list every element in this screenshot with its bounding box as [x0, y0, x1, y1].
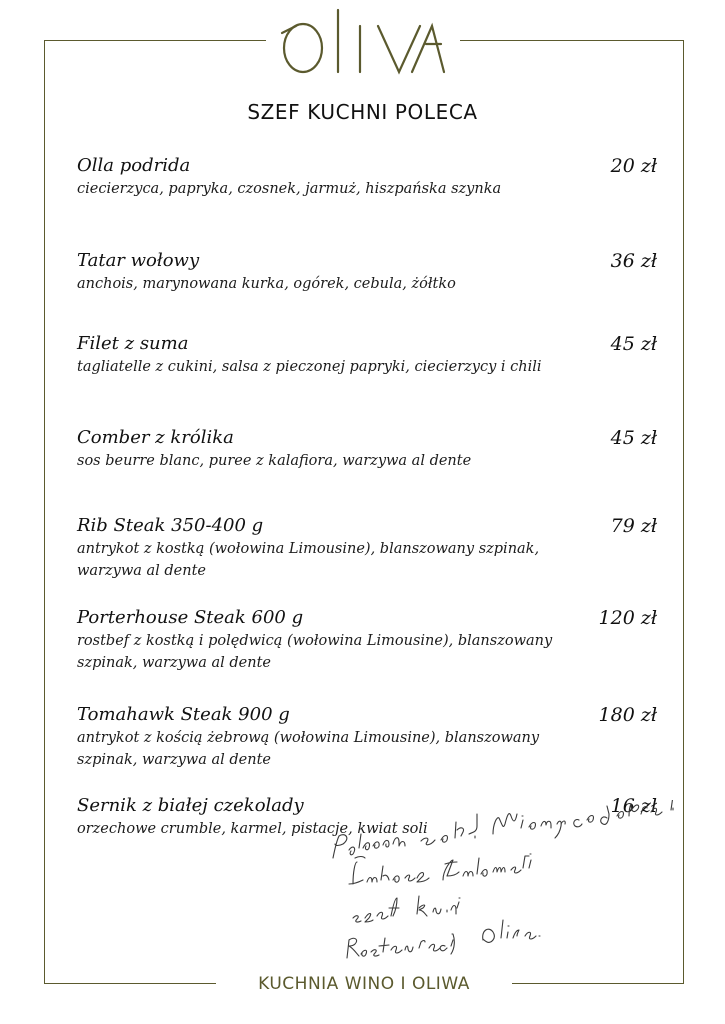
dish-price: 36 zł — [610, 250, 657, 272]
dish-description: orzechowe crumble, karmel, pistacje, kwiat soli — [77, 821, 428, 837]
menu-item — [77, 249, 667, 295]
menu-item — [77, 332, 667, 378]
oliva-logo-icon — [266, 2, 460, 80]
menu-item — [77, 514, 667, 582]
dish-name: Rib Steak 350-400 g — [77, 515, 264, 536]
footer-tagline: KUCHNIA WINO I OLIWA — [258, 974, 470, 994]
page-title: SZEF KUCHNI POLECA — [247, 100, 478, 124]
dish-name: Porterhouse Steak 600 g — [77, 607, 304, 628]
dish-description: anchois, marynowana kurka, ogórek, cebula, żółtko — [77, 276, 456, 292]
menu-item — [77, 154, 667, 200]
dish-description: antrykot z kością żebrową (wołowina Limousine), blanszowany szpinak, warzywa al dente — [77, 730, 540, 768]
dish-description: antrykot z kostką (wołowina Limousine), blanszowany szpinak, warzywa al dente — [77, 541, 540, 579]
dish-name: Comber z królika — [77, 427, 234, 448]
dish-name: Tomahawk Steak 900 g — [77, 704, 290, 725]
dish-description: sos beurre blanc, puree z kalafiora, warzywa al dente — [77, 453, 472, 469]
dish-price: 180 zł — [598, 704, 657, 726]
dish-price: 45 zł — [610, 427, 657, 449]
dish-name: Filet z suma — [77, 333, 189, 354]
menu-item — [77, 606, 667, 674]
dish-price: 120 zł — [598, 607, 657, 629]
dish-description: tagliatelle z cukini, salsa z pieczonej papryki, ciecierzycy i chili — [77, 359, 542, 375]
dish-price: 20 zł — [610, 155, 657, 177]
dish-price: 45 zł — [610, 333, 657, 355]
dish-description: rostbef z kostką i polędwicą (wołowina Limousine), blanszowany szpinak, warzywa al dente — [77, 633, 553, 671]
signature-icon — [325, 800, 715, 970]
dish-name: Tatar wołowy — [77, 250, 200, 271]
dish-name: Sernik z białej czekolady — [77, 795, 304, 816]
dish-price: 79 zł — [610, 515, 657, 537]
dish-description: ciecierzyca, papryka, czosnek, jarmuż, hiszpańska szynka — [77, 181, 502, 197]
dish-price: 16 zł — [610, 795, 657, 817]
menu-item — [77, 703, 667, 771]
footer — [216, 966, 512, 1002]
logo — [266, 2, 460, 80]
menu-item — [77, 426, 667, 472]
dish-name: Olla podrida — [77, 155, 191, 176]
handwritten-signature — [325, 800, 715, 970]
